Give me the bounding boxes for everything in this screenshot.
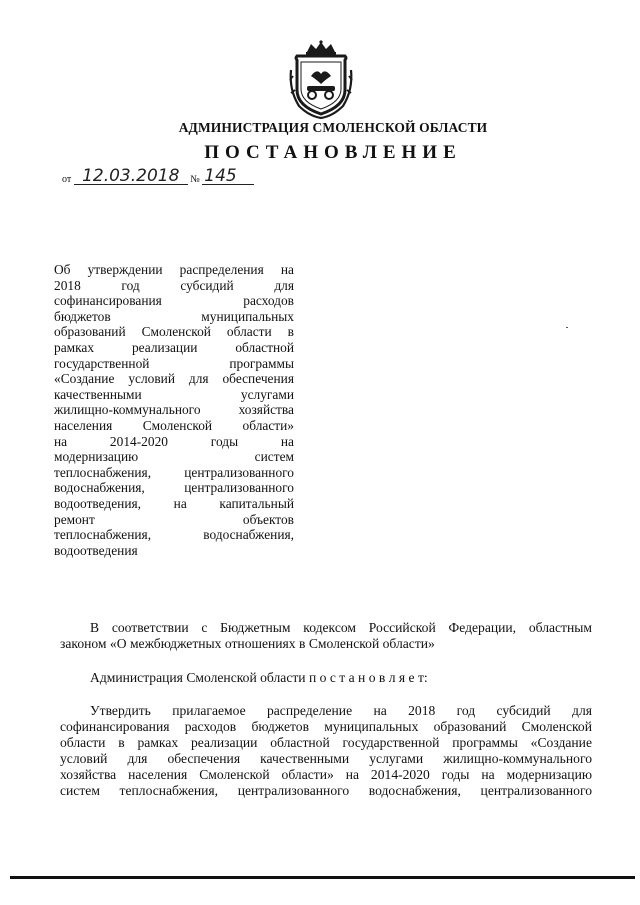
subject-line: качественными услугами — [54, 386, 294, 402]
paragraph-line: законом «О межбюджетных отношениях в Смоленской области» — [60, 636, 435, 651]
subject-line: 2018 год субсидий для — [54, 277, 294, 293]
paragraph-line: систем теплоснабжения, централизованного водоснабжения, централизованного — [60, 783, 592, 798]
subject-line: государственной программы — [54, 355, 294, 371]
subject-line: теплоснабжения, централизованного — [54, 464, 294, 480]
organization-name: АДМИНИСТРАЦИЯ СМОЛЕНСКОЙ ОБЛАСТИ — [178, 120, 488, 135]
coat-of-arms-icon — [285, 40, 357, 120]
subject-line: софинансирования расходов — [54, 293, 294, 309]
paragraph-line: условий для обеспечения качественными услугами жилищно-коммунального — [60, 751, 592, 766]
subject-line: водоотведения, на капитальный — [54, 495, 294, 511]
paragraph-line: софинансирования расходов бюджетов муниципальных образований Смоленской — [60, 719, 592, 734]
subject-line: ремонт объектов — [54, 511, 294, 527]
date-number-line — [62, 168, 254, 185]
paragraph-line: Утвердить прилагаемое распределение на 2018 год субсидий для — [90, 703, 592, 718]
subject-line: «Создание условий для обеспечения — [54, 371, 294, 387]
resolution-paragraph — [60, 670, 592, 686]
subject-line: населения Смоленской области» — [54, 417, 294, 433]
subject-line: рамках реализации областной — [54, 339, 294, 355]
preamble-paragraph — [60, 620, 592, 652]
subject-line: образований Смоленской области в — [54, 324, 294, 340]
document-subject — [54, 262, 294, 558]
subject-line: водоотведения — [54, 542, 138, 558]
document-type-title: ПОСТАНОВЛЕНИЕ — [204, 142, 462, 163]
approval-paragraph — [60, 703, 592, 799]
subject-line: Об утверждении распределения на — [54, 262, 294, 277]
subject-line: теплоснабжения, водоснабжения, — [54, 527, 294, 543]
paragraph-line: хозяйства населения Смоленской области» на 2014-2020 годы на модернизацию — [60, 767, 592, 782]
paragraph-line: области в рамках реализации областной государственной программы «Создание — [60, 735, 592, 750]
paragraph-line: В соответствии с Бюджетным кодексом Российской Федерации, областным — [90, 620, 592, 635]
handwritten-date: 12.03.2018 — [74, 168, 188, 185]
handwritten-number: 145 — [202, 168, 254, 185]
paragraph-line: Администрация Смоленской области п о с т а н о в л я е т: — [90, 670, 428, 685]
subject-line: бюджетов муниципальных — [54, 308, 294, 324]
subject-line: на 2014-2020 годы на — [54, 433, 294, 449]
date-prefix-label: от — [62, 174, 72, 185]
subject-line: водоснабжения, централизованного — [54, 480, 294, 496]
subject-line: жилищно-коммунального хозяйства — [54, 402, 294, 418]
scan-speck — [566, 327, 568, 328]
subject-line: модернизацию систем — [54, 449, 294, 465]
page-bottom-rule — [10, 876, 635, 879]
number-prefix-label: № — [190, 174, 200, 185]
